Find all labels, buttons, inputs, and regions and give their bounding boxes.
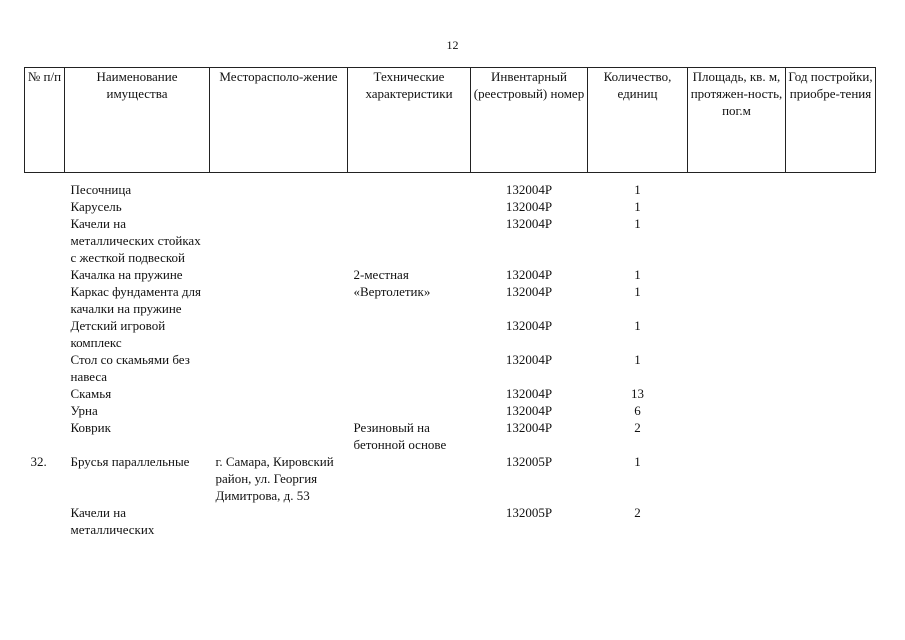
cell-inventory-number: 132004Р — [505, 420, 553, 435]
cell-inventory-number: 132004Р — [505, 267, 553, 282]
column-header-year: Год постройки, приобре-тения — [786, 68, 876, 173]
cell-name: Брусья параллельные — [70, 454, 190, 469]
cell-name: Коврик — [70, 420, 111, 435]
cell-inventory-number: 132004Р — [505, 182, 553, 197]
column-header-name: Наименование имущества — [65, 68, 210, 173]
cell-location — [210, 385, 348, 402]
cell-area — [688, 266, 786, 283]
cell-location — [210, 351, 348, 385]
table-row — [25, 215, 876, 266]
cell-number: 32. — [30, 454, 47, 469]
column-header-quantity: Количество, единиц — [588, 68, 688, 173]
table-row — [25, 351, 876, 385]
cell-name: Карусель — [70, 199, 122, 214]
cell-location: г. Самара, Кировский район, ул. Георгия Димитрова, д. 53 — [215, 454, 334, 503]
cell-location — [210, 215, 348, 266]
cell-quantity: 2 — [634, 505, 641, 520]
cell-area — [688, 198, 786, 215]
cell-area — [688, 283, 786, 317]
cell-number — [25, 181, 65, 198]
cell-inventory-number: 132004Р — [505, 284, 553, 299]
cell-quantity: 1 — [634, 182, 641, 197]
cell-number — [25, 198, 65, 215]
cell-area — [688, 351, 786, 385]
table-row — [25, 317, 876, 351]
cell-name: Детский игровой комплекс — [70, 318, 166, 350]
table-row — [25, 402, 876, 419]
cell-name: Стол со скамьями без навеса — [70, 352, 190, 384]
cell-number — [25, 215, 65, 266]
cell-quantity: 1 — [634, 216, 641, 231]
table-row — [25, 181, 876, 198]
cell-number — [25, 317, 65, 351]
table-header-row — [25, 68, 876, 173]
cell-name: Каркас фундамента для качалки на пружине — [70, 284, 202, 316]
cell-number — [25, 283, 65, 317]
cell-inventory-number: 132004Р — [505, 352, 553, 367]
table-row — [25, 385, 876, 402]
table-row — [25, 283, 876, 317]
cell-inventory-number: 132004Р — [505, 403, 553, 418]
table-row — [25, 266, 876, 283]
cell-location — [210, 419, 348, 453]
cell-name: Песочница — [70, 182, 132, 197]
cell-year — [786, 402, 876, 419]
cell-number — [25, 351, 65, 385]
page-number: 12 — [446, 38, 459, 52]
cell-name: Качалка на пружине — [70, 267, 183, 282]
cell-quantity: 6 — [634, 403, 641, 418]
cell-number — [25, 419, 65, 453]
cell-year — [786, 283, 876, 317]
cell-quantity: 1 — [634, 267, 641, 282]
cell-year — [786, 198, 876, 215]
cell-year — [786, 419, 876, 453]
table-row — [25, 504, 876, 538]
cell-tech-specs: «Вертолетик» — [353, 284, 431, 299]
cell-tech-specs — [348, 504, 471, 538]
cell-location — [210, 181, 348, 198]
column-header-number: № п/п — [25, 68, 65, 173]
cell-tech-specs — [348, 351, 471, 385]
cell-location — [210, 283, 348, 317]
table-body — [25, 173, 876, 539]
cell-name: Качели на металлических — [70, 505, 155, 537]
column-header-location: Месторасполо-жение — [210, 68, 348, 173]
cell-quantity: 2 — [634, 420, 641, 435]
cell-area — [688, 419, 786, 453]
cell-tech-specs — [348, 317, 471, 351]
property-register-table — [24, 67, 876, 538]
cell-year — [786, 385, 876, 402]
cell-inventory-number: 132004Р — [505, 318, 553, 333]
cell-tech-specs — [348, 215, 471, 266]
cell-year — [786, 317, 876, 351]
cell-tech-specs — [348, 453, 471, 504]
cell-tech-specs: Резиновый на бетонной основе — [353, 420, 447, 452]
cell-quantity: 1 — [634, 318, 641, 333]
cell-location — [210, 402, 348, 419]
cell-quantity: 13 — [631, 386, 644, 401]
column-header-inventory-number: Инвентарный (реестровый) номер — [471, 68, 588, 173]
cell-area — [688, 385, 786, 402]
column-header-tech-specs: Технические характеристики — [348, 68, 471, 173]
cell-tech-specs — [348, 402, 471, 419]
cell-inventory-number: 132004Р — [505, 386, 553, 401]
cell-area — [688, 181, 786, 198]
cell-number — [25, 402, 65, 419]
cell-tech-specs — [348, 198, 471, 215]
column-header-area: Площадь, кв. м, протяжен-ность, пог.м — [688, 68, 786, 173]
cell-name: Качели на металлических стойках с жесткой подвеской — [70, 216, 201, 265]
cell-area — [688, 453, 786, 504]
cell-quantity: 1 — [634, 284, 641, 299]
cell-tech-specs — [348, 181, 471, 198]
cell-inventory-number: 132004Р — [505, 199, 553, 214]
cell-year — [786, 453, 876, 504]
cell-location — [210, 504, 348, 538]
table-row — [25, 198, 876, 215]
cell-inventory-number: 132005Р — [505, 505, 553, 520]
cell-area — [688, 317, 786, 351]
cell-tech-specs — [348, 385, 471, 402]
cell-name: Урна — [70, 403, 98, 418]
cell-area — [688, 504, 786, 538]
cell-inventory-number: 132005Р — [505, 454, 553, 469]
cell-year — [786, 351, 876, 385]
cell-quantity: 1 — [634, 199, 641, 214]
cell-area — [688, 402, 786, 419]
cell-location — [210, 317, 348, 351]
cell-number — [25, 504, 65, 538]
cell-quantity: 1 — [634, 454, 641, 469]
cell-tech-specs: 2-местная — [353, 267, 409, 282]
cell-year — [786, 181, 876, 198]
cell-year — [786, 266, 876, 283]
cell-location — [210, 198, 348, 215]
cell-inventory-number: 132004Р — [505, 216, 553, 231]
cell-quantity: 1 — [634, 352, 641, 367]
cell-number — [25, 266, 65, 283]
cell-number — [25, 385, 65, 402]
table-row — [25, 453, 876, 504]
cell-name: Скамья — [70, 386, 112, 401]
cell-year — [786, 504, 876, 538]
table-row — [25, 419, 876, 453]
cell-area — [688, 215, 786, 266]
cell-location — [210, 266, 348, 283]
cell-year — [786, 215, 876, 266]
